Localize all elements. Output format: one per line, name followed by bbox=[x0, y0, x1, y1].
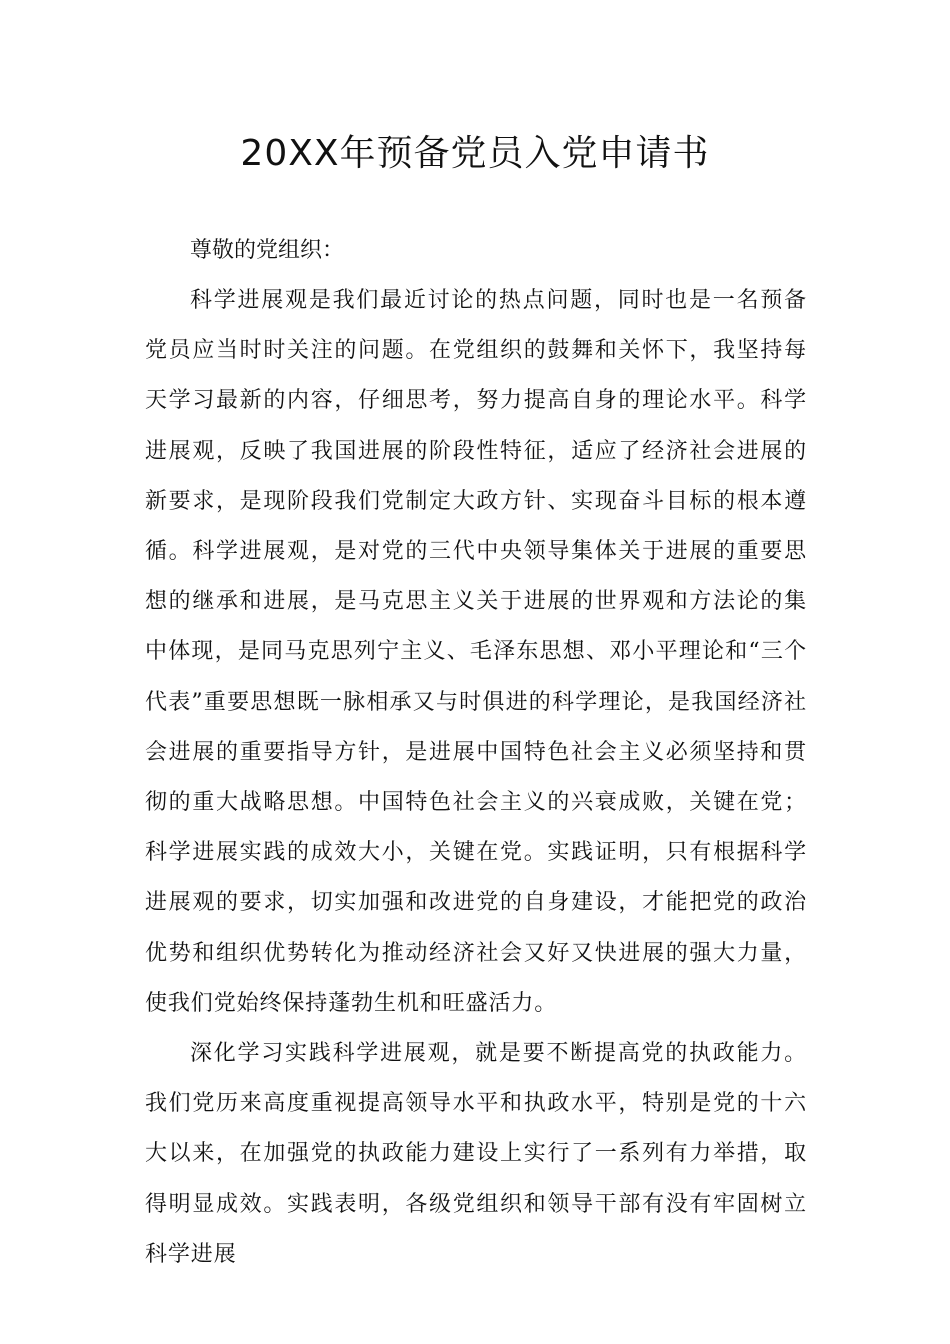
salutation: 尊敬的党组织： bbox=[190, 238, 345, 263]
body-paragraph-1: 科学进展观是我们最近讨论的热点问题，同时也是一名预备党员应当时时关注的问题。在党组织的鼓舞和关怀下，我坚持每天学习最新的内容，仔细思考，努力提高自身的理论水平。科学进展观，反映了我国进展的阶段性特征，适应了经济社会进展的新要求，是现阶段我们党制定大政方针、实现奋斗目标的根本遵循。科学进展观，是对党的三代中央领导集体关于进展的重要思想的继承和进展，是马克思主义关于进展的世界观和方法论的集中体现，是同马克思列宁主义、毛泽东思想、邓小平理论和“三个代表”重要思想既一脉相承又与时俱进的科学理论，是我国经济社会进展的重要指导方针，是进展中国特色社会主义必须坚持和贯彻的重大战略思想。中国特色社会主义的兴衰成败，关键在党；科学进展实践的成效大小，关键在党。实践证明，只有根据科学进展观的要求，切实加强和改进党的自身建设，才能把党的政治优势和组织优势转化为推动经济社会又好又快进展的强大力量，使我们党始终保持蓬勃生机和旺盛活力。 bbox=[145, 288, 807, 1016]
body-paragraph-2: 深化学习实践科学进展观，就是要不断提高党的执政能力。我们党历来高度重视提高领导水平和执政水平，特别是党的十六大以来，在加强党的执政能力建设上实行了一系列有力举措，取得明显成效。实践表明，各级党组织和领导干部有没有牢固树立科学进展 bbox=[145, 1041, 807, 1267]
document-body bbox=[145, 226, 807, 1280]
document-title: 20XX年预备党员入党申请书 bbox=[240, 133, 710, 174]
